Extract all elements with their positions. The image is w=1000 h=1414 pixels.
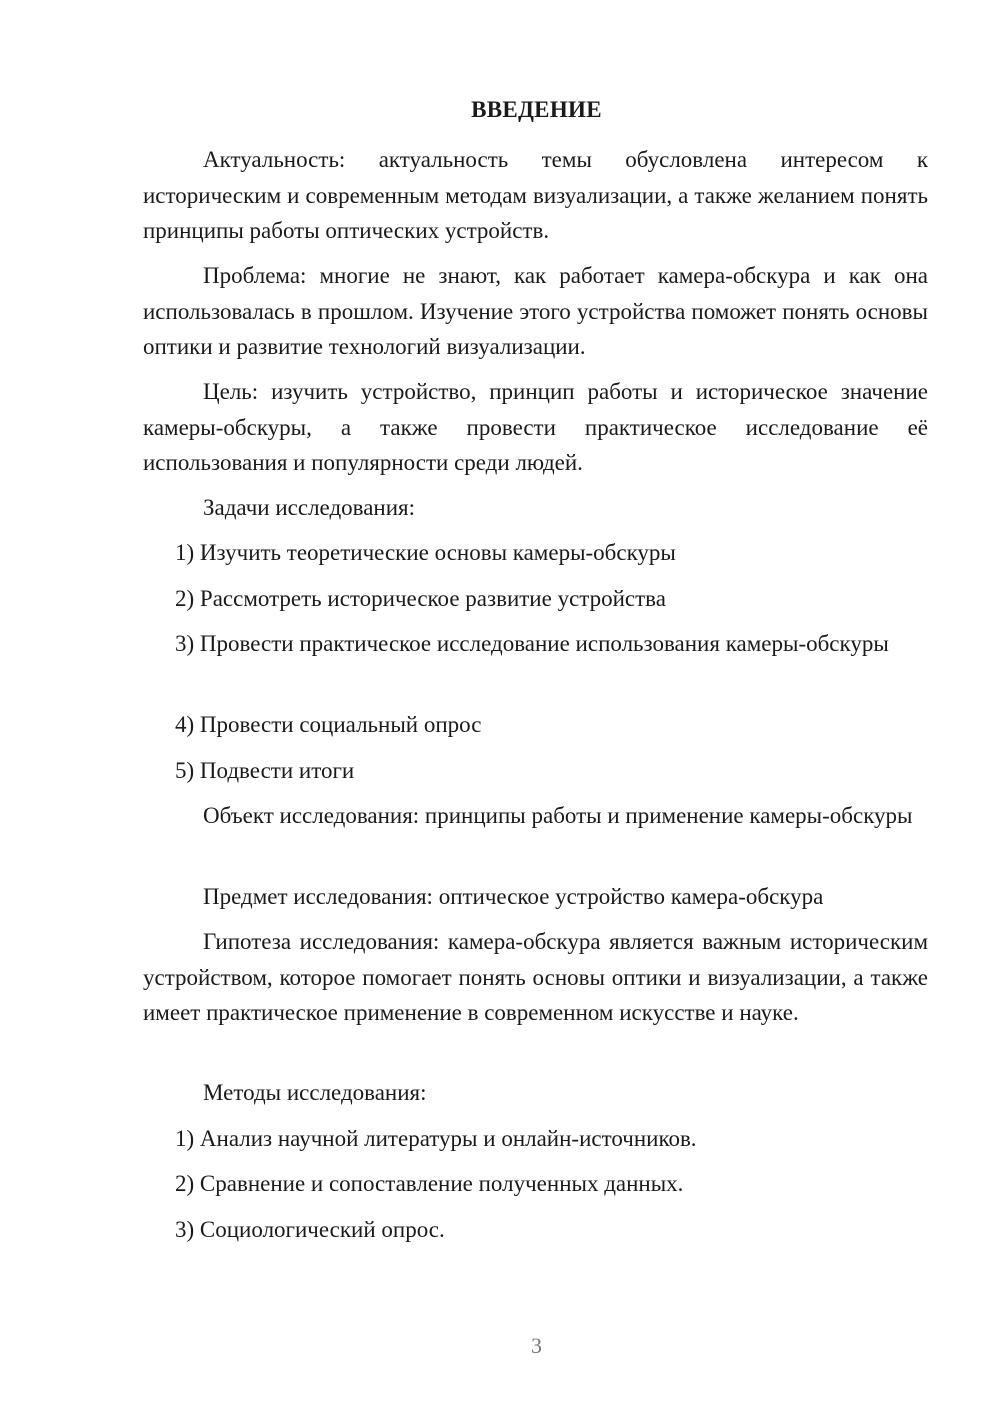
method-item-1: 1) Анализ научной литературы и онлайн-источников. <box>175 1126 697 1151</box>
task-item-4: 4) Провести социальный опрос <box>175 712 482 737</box>
task-item-1: 1) Изучить теоретические основы камеры-обскуры <box>175 540 676 565</box>
subject-paragraph: Предмет исследования: оптическое устройство камера-обскура <box>203 884 824 909</box>
section-heading: ВВЕДЕНИЕ <box>471 97 602 122</box>
relevance-paragraph: Актуальность: актуальность темы обусловлена интересом к историческим и современным методам визуализации, а также желанием понять принципы работы оптических устройств. <box>143 147 928 243</box>
methods-title: Методы исследования: <box>203 1080 427 1105</box>
hypothesis-paragraph: Гипотеза исследования: камера-обскура является важным историческим устройством, которое помогает понять основы оптики и визуализации, а также имеет практическое применение в современном искусстве и науке. <box>143 929 928 1025</box>
goal-paragraph: Цель: изучить устройство, принцип работы и историческое значение камеры-обскуры, а также провести практическое исследование её использования и популярности среди людей. <box>143 379 928 475</box>
task-item-3: 3) Провести практическое исследование использования камеры-обскуры <box>175 631 889 656</box>
object-paragraph: Объект исследования: принципы работы и применение камеры-обскуры <box>203 803 913 828</box>
method-item-3: 3) Социологический опрос. <box>175 1217 445 1242</box>
page-number: 3 <box>531 1333 542 1358</box>
task-item-5: 5) Подвести итоги <box>175 758 355 783</box>
task-item-2: 2) Рассмотреть историческое развитие устройства <box>175 586 666 611</box>
tasks-title: Задачи исследования: <box>203 495 416 520</box>
method-item-2: 2) Сравнение и сопоставление полученных данных. <box>175 1171 684 1196</box>
problem-paragraph: Проблема: многие не знают, как работает камера-обскура и как она использовалась в прошлом. Изучение этого устройства поможет понять основы оптики и развитие технологий визуализации. <box>143 263 928 359</box>
